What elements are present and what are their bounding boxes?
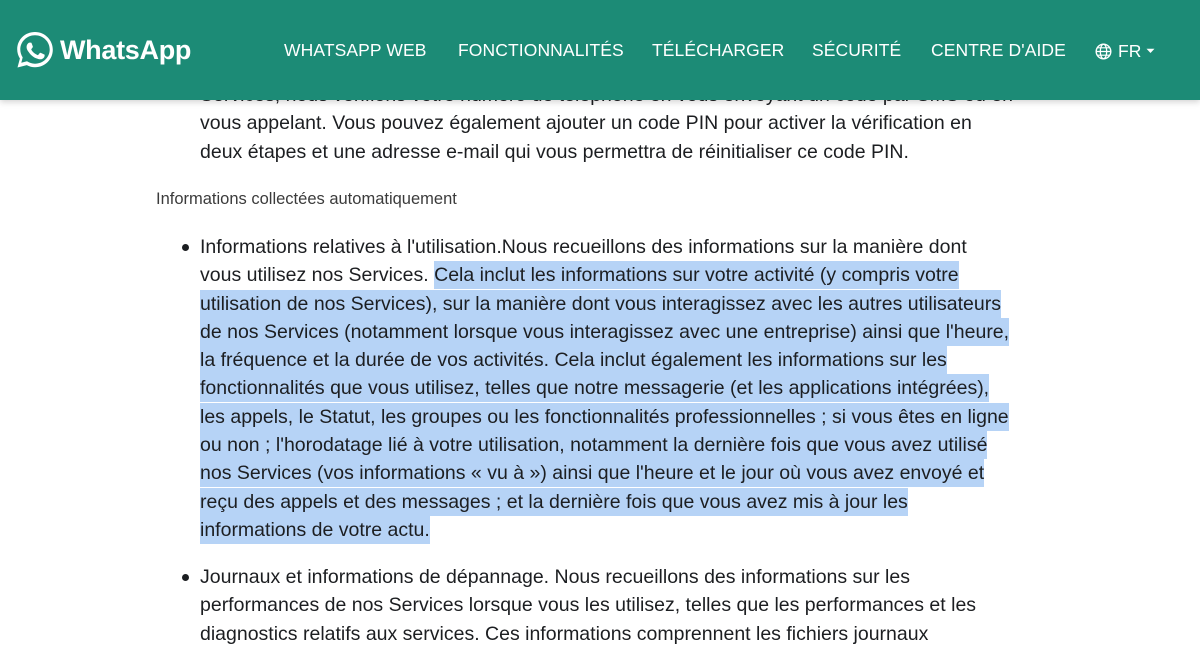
usage-information-item (200, 233, 1010, 544)
text-line (200, 374, 1010, 402)
selected-text: les appels, le Statut, les groupes ou les fonctionnalités professionnelles ; si vous êtes en ligne (200, 403, 1009, 431)
section-heading: Informations collectées automatiquement (156, 190, 457, 208)
text-line (200, 516, 1010, 544)
language-label: FR (1118, 40, 1142, 61)
text-line (200, 431, 1010, 459)
text-line (200, 290, 1010, 318)
whatsapp-logo[interactable] (14, 28, 191, 72)
text-line (200, 318, 1010, 346)
nav-download[interactable]: TÉLÉCHARGER (652, 40, 785, 60)
text-line (200, 346, 1010, 374)
selected-text: reçu des appels et des messages ; et la dernière fois que vous avez mis à jour les (200, 488, 908, 516)
selected-text: fonctionnalités que vous utilisez, telles que notre messagerie (et les applications intégrées), (200, 374, 989, 402)
nav-features[interactable]: FONCTIONNALITÉS (458, 40, 624, 60)
text-line: vous appelant. Vous pouvez également ajouter un code PIN pour activer la vérification en (200, 112, 972, 135)
whatsapp-icon (14, 29, 56, 71)
site-header (0, 0, 1200, 100)
text-line (200, 261, 1010, 289)
selected-text: informations de votre actu. (200, 516, 430, 544)
text-line: performances de nos Services lorsque vous les utilisez, telles que les performances et les (200, 594, 977, 617)
text-line: deux étapes et une adresse e-mail qui vous permettra de réinitialiser ce code PIN. (200, 140, 909, 163)
text-segment: vous utilisez nos Services. (200, 264, 435, 287)
selected-text: Cela inclut les informations sur votre activité (y compris votre (434, 261, 959, 289)
text-line (200, 488, 1010, 516)
selected-text: de nos Services (notamment lorsque vous interagissez avec une entreprise) ainsi que l'heure, (200, 318, 1009, 346)
nav-help-center[interactable]: CENTRE D'AIDE (931, 40, 1066, 60)
nav-security[interactable]: SÉCURITÉ (812, 40, 902, 60)
text-line (200, 459, 1010, 487)
bullet-marker (182, 574, 189, 581)
text-line: Informations relatives à l'utilisation.Nous recueillons des informations sur la manière dont (200, 236, 967, 258)
nav-whatsapp-web[interactable]: WHATSAPP WEB (284, 40, 427, 60)
logs-troubleshooting-item (200, 563, 1010, 648)
text-line (200, 403, 1010, 431)
bullet-marker (182, 244, 189, 251)
language-selector[interactable] (1095, 40, 1155, 62)
selected-text: nos Services (vos informations « vu à ») ainsi que l'heure et le jour où vous avez envoyé et (200, 459, 984, 487)
text-line: diagnostics relatifs aux services. Ces informations comprennent les fichiers journaux (200, 622, 929, 645)
text-line: Journaux et informations de dépannage. Nous recueillons des informations sur les (200, 566, 910, 588)
selected-text: ou non ; l'horodatage lié à votre utilisation, notamment la dernière fois que vous avez utilisé (200, 431, 987, 459)
selected-text: utilisation de nos Services), sur la manière dont vous interagissez avec les autres utilisateurs (200, 290, 1001, 318)
globe-icon (1095, 43, 1112, 60)
logo-text: WhatsApp (60, 34, 192, 65)
selected-text: la fréquence et la durée de vos activités. Cela inclut également les informations sur les (200, 346, 947, 374)
chevron-down-icon (1146, 48, 1155, 54)
